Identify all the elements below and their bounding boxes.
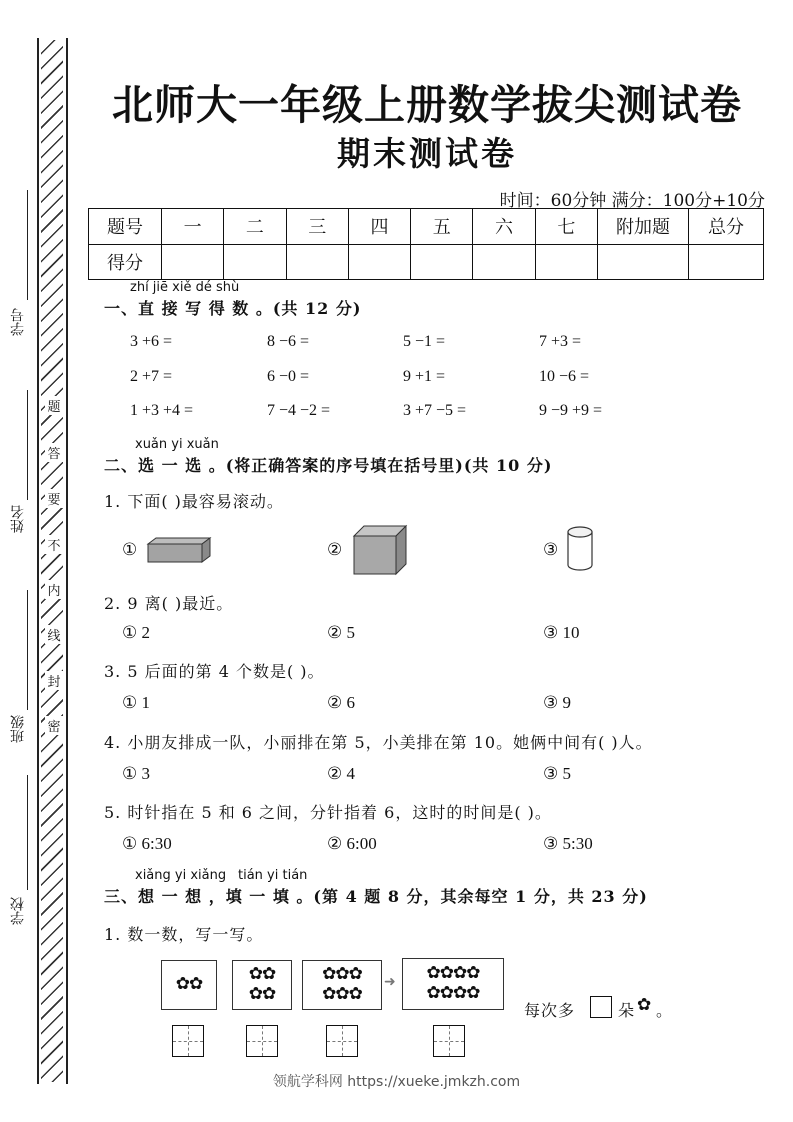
page-title: 北师大一年级上册数学拔尖测试卷 [112,81,742,129]
question-1: 1. 下面( )最容易滚动。 [104,492,284,511]
answer-writing-box[interactable] [326,1025,358,1057]
section2-pinyin: xuǎn yi xuǎn [135,437,219,452]
equation: 2 +7 = [130,368,173,385]
answer-box[interactable] [590,996,612,1018]
score-cell[interactable] [473,244,535,280]
answer-writing-box[interactable] [433,1025,465,1057]
flower-icon: ✿✿✿✿ ✿✿✿✿ [426,963,480,1003]
question-2: 2. 9 离( )最近。 [104,594,234,613]
each-time-more-label: 每次多 [524,1001,576,1020]
seal-char: 答 [45,443,63,462]
table-cell: 四 [348,209,410,245]
option: ② 6:00 [327,834,377,853]
question-4: 4. 小朋友排成一队，小丽排在第 5，小美排在第 10。她俩中间有( )人。 [104,733,653,752]
seal-char: 不 [45,535,63,554]
answer-writing-box[interactable] [246,1025,278,1057]
score-table-header-row [89,209,764,245]
section3-pinyin-1: xiǎng yi xiǎng [135,868,227,883]
equation: 10 −6 = [539,368,590,385]
option: ① 6:30 [122,834,172,853]
option-label: ② [327,540,343,559]
question-3: 3. 5 后面的第 4 个数是( )。 [104,662,325,681]
equation: 9 +1 = [403,368,446,385]
time-info: 时间：60分钟 满分：100分+10分 [499,191,765,211]
table-cell: 一 [162,209,224,245]
section3-pinyin-2: tián yi tián [238,868,308,883]
option: ② 6 [327,693,355,712]
score-cell[interactable] [689,244,764,280]
flower-unit-label: 朵 [618,1001,636,1020]
section2-heading: 二、选 一 选 。(将正确答案的序号填在括号里)(共 10 分) [104,456,553,475]
score-cell[interactable] [224,244,286,280]
table-cell: 六 [473,209,535,245]
score-cell[interactable] [411,244,473,280]
score-cell[interactable] [535,244,597,280]
table-cell: 三 [286,209,348,245]
equation: 7 +3 = [539,333,582,350]
option: ③ 5 [543,764,571,783]
equation: 1 +3 +4 = [130,402,194,419]
table-cell: 得分 [89,244,162,280]
option: ② 5 [327,623,355,642]
score-cell[interactable] [286,244,348,280]
name-line [27,390,28,500]
flower-group-4 [402,958,504,1010]
arrow-icon: ➜ [384,974,396,990]
score-cell[interactable] [162,244,224,280]
flower-icon: ✿ [637,995,652,1015]
seal-char: 线 [45,625,63,644]
score-cell[interactable] [348,244,410,280]
name-label: 姓名 [10,505,26,533]
score-cell[interactable] [598,244,689,280]
footer-watermark: 领航学科网 https://xueke.jmkzh.com [272,1074,521,1090]
table-cell: 五 [411,209,473,245]
question-5: 5. 时针指在 5 和 6 之间，分针指着 6，这时的时间是( )。 [104,803,552,822]
question-3-1: 1. 数一数，写一写。 [104,925,264,944]
binding-hatch [41,40,63,1082]
option-label: ③ [543,540,559,559]
equation: 6 −0 = [267,368,310,385]
flower-group-2 [232,960,292,1010]
seal-char: 封 [45,671,63,690]
seal-char: 要 [45,489,63,508]
option: ③ 10 [543,623,580,642]
section3-heading: 三、想 一 想 ，填 一 填 。(第 4 题 8 分，其余每空 1 分，共 23 分) [104,887,648,906]
school-line [27,775,28,890]
table-cell: 题号 [89,209,162,245]
binding-rule-right [66,38,68,1084]
school-label: 学校 [10,897,26,925]
equation: 8 −6 = [267,333,310,350]
student-id-line [27,190,28,300]
table-cell: 附加题 [598,209,689,245]
flower-group-1 [161,960,217,1010]
option: ① 2 [122,623,150,642]
student-id-label: 学号 [10,308,26,336]
table-cell: 二 [224,209,286,245]
answer-writing-box[interactable] [172,1025,204,1057]
score-table-score-row [89,244,764,280]
equation: 3 +6 = [130,333,173,350]
section1-heading: 一、直 接 写 得 数 。(共 12 分) [104,299,362,318]
flower-icon: ✿✿ ✿✿ [248,964,276,1004]
page-subtitle: 期末测试卷 [337,134,517,173]
table-cell: 总分 [689,209,764,245]
equation: 7 −4 −2 = [267,402,331,419]
class-line [27,590,28,710]
flower-group-3 [302,960,382,1010]
option: ① 3 [122,764,150,783]
seal-char: 密 [45,716,63,735]
binding-rule-left [37,38,39,1084]
period: 。 [656,1001,674,1020]
table-cell: 七 [535,209,597,245]
flower-icon: ✿✿✿ ✿✿✿ [322,964,362,1004]
seal-char: 题 [45,396,63,415]
seal-char: 内 [45,580,63,599]
cuboid-icon [146,536,212,564]
equation: 9 −9 +9 = [539,402,603,419]
equation: 3 +7 −5 = [403,402,467,419]
option: ③ 9 [543,693,571,712]
flower-icon: ✿✿ [175,974,203,994]
option: ① 1 [122,693,150,712]
option: ② 4 [327,764,355,783]
option: ③ 5:30 [543,834,593,853]
section1-pinyin: zhí jiē xiě dé shù [130,280,240,295]
cube-icon [352,524,408,576]
equation: 5 −1 = [403,333,446,350]
score-table [88,208,764,280]
class-label: 班级 [10,715,26,743]
cylinder-icon [566,525,594,573]
option-label: ① [122,540,138,559]
